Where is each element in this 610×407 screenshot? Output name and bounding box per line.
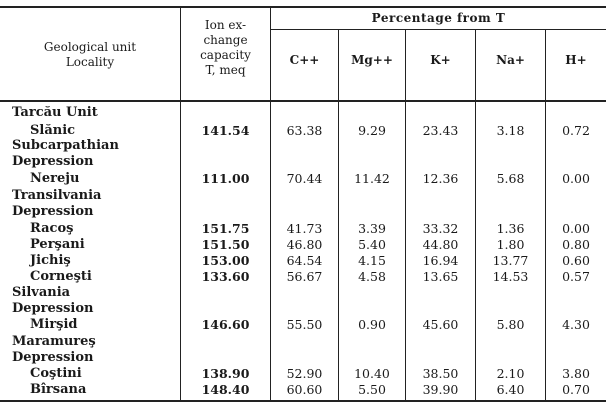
group-name: Depression: [12, 350, 94, 365]
cell-k: 23.43: [422, 123, 459, 138]
cell-t: 138.90: [201, 366, 250, 381]
cell-k: 44.80: [422, 237, 459, 252]
cell-ca: 70.44: [286, 171, 323, 186]
header-ion-h: H+: [565, 53, 587, 67]
col-divider-k: [475, 29, 476, 401]
col-divider-na: [545, 29, 546, 401]
cell-t: 148.40: [201, 382, 250, 397]
top-rule: [0, 6, 606, 8]
group-name: Tarcău Unit: [12, 105, 98, 120]
cell-mg: 10.40: [354, 366, 390, 381]
cell-h: 0.60: [562, 253, 590, 268]
header-capacity-line1: Ion ex-: [204, 18, 247, 32]
locality-name: Coştini: [30, 366, 82, 381]
cell-k: 13.65: [422, 269, 459, 284]
cell-mg: 11.42: [354, 171, 390, 186]
cell-mg: 5.40: [358, 237, 386, 252]
group-name: Subcarpathian: [12, 138, 119, 153]
header-capacity-line3: capacity: [200, 48, 251, 62]
cell-na: 3.18: [496, 123, 525, 138]
locality-name: Perşani: [30, 237, 85, 252]
cell-na: 14.53: [492, 269, 529, 284]
cell-h: 3.80: [562, 366, 590, 381]
locality-name: Corneşti: [30, 269, 92, 284]
cell-na: 13.77: [492, 253, 529, 268]
header-bottom-rule: [0, 100, 606, 102]
locality-name: Racoş: [30, 221, 74, 236]
header-capacity: [181, 18, 270, 78]
cell-mg: 3.39: [358, 221, 386, 236]
header-capacity-line2: change: [203, 33, 248, 47]
cell-mg: 4.15: [358, 253, 386, 268]
group-name: Maramureş: [12, 334, 96, 349]
cell-ca: 60.60: [286, 382, 323, 397]
cell-ca: 46.80: [286, 237, 323, 252]
cell-h: 0.72: [562, 123, 590, 138]
cell-h: 0.57: [562, 269, 590, 284]
locality-name: Mirşid: [30, 317, 78, 332]
locality-name: Nereju: [30, 171, 80, 186]
locality-name: Slănic: [30, 123, 76, 138]
cell-na: 2.10: [496, 366, 525, 381]
cell-h: 0.80: [562, 237, 590, 252]
header-ion-na: Na+: [496, 53, 525, 67]
group-name: Transilvania: [12, 188, 102, 203]
bottom-rule: [0, 400, 606, 402]
cell-ca: 55.50: [286, 317, 323, 332]
header-unit-line2: Locality: [65, 55, 115, 69]
cell-t: 141.54: [201, 123, 250, 138]
cell-t: 153.00: [201, 253, 250, 268]
group-name: Silvania: [12, 285, 71, 300]
cell-t: 133.60: [201, 269, 250, 284]
cell-k: 39.90: [422, 382, 459, 397]
header-percentage: Percentage from T: [371, 11, 506, 25]
cell-mg: 4.58: [358, 269, 386, 284]
cell-t: 151.50: [201, 237, 250, 252]
header-unit-line1: Geological unit: [43, 40, 137, 54]
locality-name: Bîrsana: [30, 382, 87, 397]
cell-na: 5.68: [496, 171, 525, 186]
cell-h: 4.30: [562, 317, 590, 332]
header-ion-k: K+: [430, 53, 451, 67]
cell-k: 38.50: [422, 366, 459, 381]
cell-na: 6.40: [496, 382, 525, 397]
cell-h: 0.70: [562, 382, 590, 397]
cell-na: 1.36: [496, 221, 525, 236]
col-divider-mg: [405, 29, 406, 401]
locality-name: Jichiş: [30, 253, 71, 268]
cell-na: 1.80: [496, 237, 525, 252]
cell-h: 0.00: [562, 221, 590, 236]
cell-t: 146.60: [201, 317, 250, 332]
col-divider-ca: [338, 29, 339, 401]
header-ion-ca: C++: [289, 53, 320, 67]
header-capacity-line4: T, meq: [205, 63, 246, 77]
cell-k: 12.36: [422, 171, 459, 186]
cell-mg: 0.90: [358, 317, 386, 332]
cell-ca: 52.90: [286, 366, 323, 381]
percentage-rule: [270, 29, 606, 30]
header-ion-mg: Mg++: [351, 53, 393, 67]
group-name: Depression: [12, 154, 94, 169]
cell-ca: 63.38: [286, 123, 323, 138]
cell-h: 0.00: [562, 171, 590, 186]
cell-k: 33.32: [422, 221, 459, 236]
cell-mg: 9.29: [358, 123, 386, 138]
header-unit: [0, 40, 180, 70]
cell-mg: 5.50: [358, 382, 386, 397]
cell-t: 111.00: [201, 171, 250, 186]
cell-k: 16.94: [422, 253, 459, 268]
group-name: Depression: [12, 301, 94, 316]
cell-ca: 64.54: [286, 253, 323, 268]
cell-k: 45.60: [422, 317, 459, 332]
cell-na: 5.80: [496, 317, 525, 332]
cell-t: 151.75: [201, 221, 250, 236]
group-name: Depression: [12, 204, 94, 219]
cell-ca: 41.73: [286, 221, 323, 236]
cell-ca: 56.67: [286, 269, 323, 284]
